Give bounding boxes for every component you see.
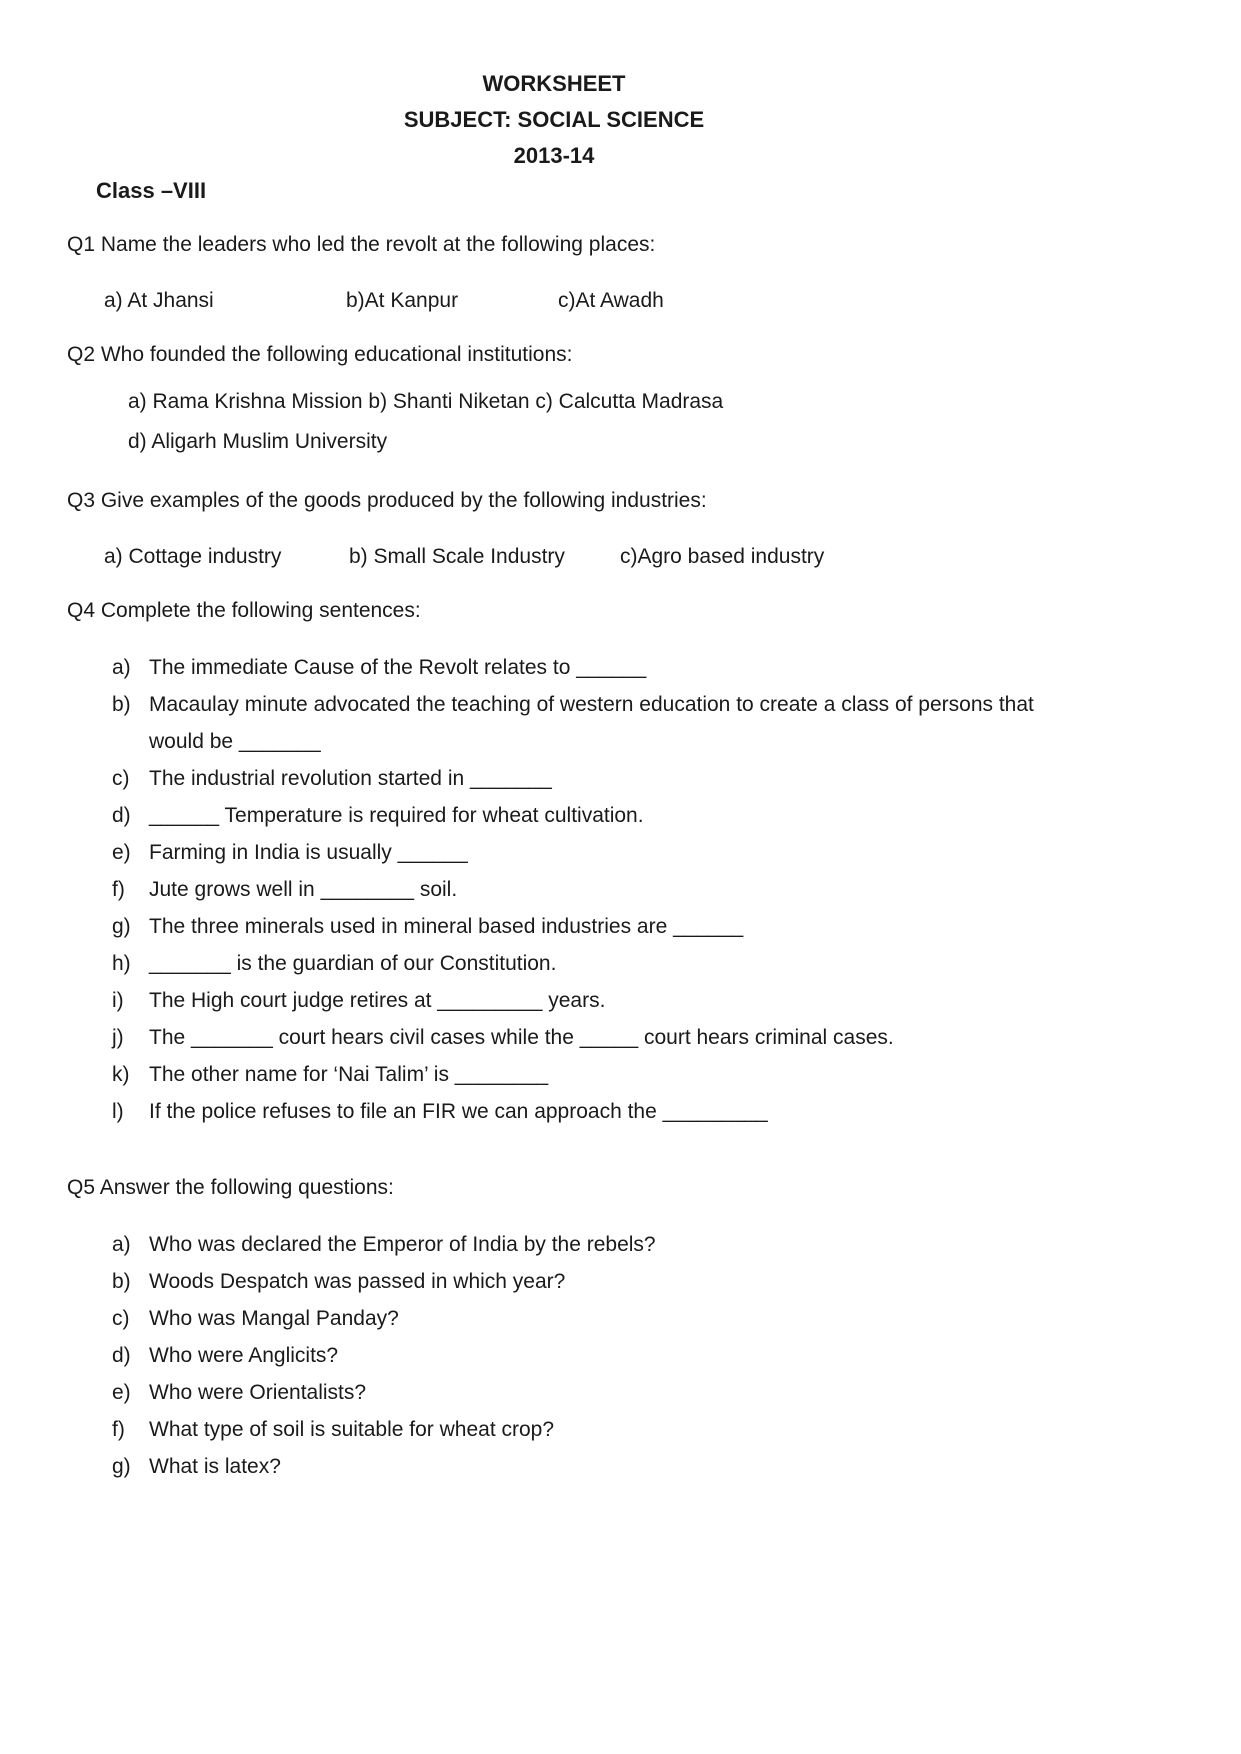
list-item-marker: d): [112, 1344, 131, 1367]
list-item-text: Who was declared the Emperor of India by the rebels?: [149, 1233, 656, 1256]
list-item: [112, 1337, 1041, 1374]
list-item-marker: c): [112, 767, 130, 790]
list-item-text: Jute grows well in ________ soil.: [149, 878, 458, 901]
list-item-marker: h): [112, 952, 131, 975]
q2-options-line-1: a) Rama Krishna Mission b) Shanti Niketan c) Calcutta Madrasa: [128, 390, 724, 413]
q3-option-a: a) Cottage industry: [104, 545, 282, 568]
list-item-marker: k): [112, 1063, 130, 1086]
list-item-marker: l): [112, 1100, 124, 1123]
question-q4: [67, 596, 1041, 1130]
list-item: [112, 871, 1041, 908]
list-item-text: _______ is the guardian of our Constitution.: [149, 952, 557, 975]
question-q1: [67, 230, 1041, 316]
list-item-marker: d): [112, 804, 131, 827]
list-item-text: What is latex?: [149, 1455, 281, 1478]
list-item: [112, 1056, 1041, 1093]
q3-option-c: c)Agro based industry: [620, 545, 825, 568]
list-item-text: The immediate Cause of the Revolt relates to ______: [149, 656, 647, 679]
worksheet-title: WORKSHEET: [482, 71, 626, 96]
q1-option-b: b)At Kanpur: [346, 289, 459, 312]
question-q5: [67, 1173, 1041, 1485]
list-item: [112, 649, 1041, 686]
list-item-text: The industrial revolution started in _______: [149, 767, 552, 790]
q2-options-line-2: d) Aligarh Muslim University: [128, 430, 388, 453]
q1-text: Q1 Name the leaders who led the revolt at the following places:: [67, 233, 656, 256]
list-item-marker: c): [112, 1307, 130, 1330]
list-item-text: The _______ court hears civil cases while the _____ court hears criminal cases.: [149, 1026, 894, 1049]
list-item-marker: j): [112, 1026, 124, 1049]
q1-option-c: c)At Awadh: [558, 289, 664, 312]
q2-text: Q2 Who founded the following educational institutions:: [67, 343, 573, 366]
list-item-text: Woods Despatch was passed in which year?: [149, 1270, 566, 1293]
list-item: [112, 1411, 1041, 1448]
list-item-marker: a): [112, 656, 131, 679]
list-item-text: Macaulay minute advocated the teaching of western education to create a class of persons that would be _______: [149, 693, 1034, 753]
list-item-text: ______ Temperature is required for wheat cultivation.: [149, 804, 644, 827]
list-item: [112, 1300, 1041, 1337]
list-item-marker: e): [112, 841, 131, 864]
q3-option-b: b) Small Scale Industry: [349, 545, 565, 568]
list-item-marker: f): [112, 878, 125, 901]
worksheet-header: [67, 66, 1041, 174]
list-item-text: Who were Anglicits?: [149, 1344, 339, 1367]
list-item-marker: b): [112, 1270, 131, 1293]
list-item-marker: e): [112, 1381, 131, 1404]
q1-options-row: [104, 286, 1041, 316]
list-item: [112, 1374, 1041, 1411]
list-item-marker: g): [112, 915, 131, 938]
list-item-text: The three minerals used in mineral based industries are ______: [149, 915, 744, 938]
q5-text: Q5 Answer the following questions:: [67, 1176, 394, 1199]
list-item-text: The other name for ‘Nai Talim’ is ________: [149, 1063, 549, 1086]
list-item-marker: f): [112, 1418, 125, 1441]
list-item: [112, 908, 1041, 945]
list-item: [112, 982, 1041, 1019]
list-item: [112, 1093, 1041, 1130]
q4-text: Q4 Complete the following sentences:: [67, 599, 421, 622]
list-item-text: The High court judge retires at _________ years.: [149, 989, 606, 1012]
q2-options: [128, 382, 1041, 462]
list-item-marker: i): [112, 989, 124, 1012]
q3-options-row: [104, 542, 1041, 572]
list-item: [112, 1448, 1041, 1485]
worksheet-year: 2013-14: [513, 143, 595, 168]
list-item: [112, 686, 1041, 760]
q5-items: [112, 1226, 1041, 1485]
list-item: [112, 1019, 1041, 1056]
list-item-text: Who was Mangal Panday?: [149, 1307, 399, 1330]
list-item-marker: g): [112, 1455, 131, 1478]
q4-items: [112, 649, 1041, 1130]
class-label: Class –VIII: [96, 178, 207, 203]
q3-text: Q3 Give examples of the goods produced by the following industries:: [67, 489, 707, 512]
question-q2: [67, 340, 1041, 462]
worksheet-subject: SUBJECT: SOCIAL SCIENCE: [403, 107, 705, 132]
list-item: [112, 760, 1041, 797]
list-item-text: Who were Orientalists?: [149, 1381, 367, 1404]
list-item-text: What type of soil is suitable for wheat crop?: [149, 1418, 555, 1441]
list-item: [112, 1226, 1041, 1263]
list-item-text: Farming in India is usually ______: [149, 841, 468, 864]
list-item: [112, 797, 1041, 834]
question-q3: [67, 486, 1041, 572]
list-item: [112, 834, 1041, 871]
list-item-text: If the police refuses to file an FIR we can approach the _________: [149, 1100, 768, 1123]
list-item-marker: a): [112, 1233, 131, 1256]
list-item: [112, 1263, 1041, 1300]
list-item-marker: b): [112, 693, 131, 716]
q1-option-a: a) At Jhansi: [104, 289, 214, 312]
list-item: [112, 945, 1041, 982]
